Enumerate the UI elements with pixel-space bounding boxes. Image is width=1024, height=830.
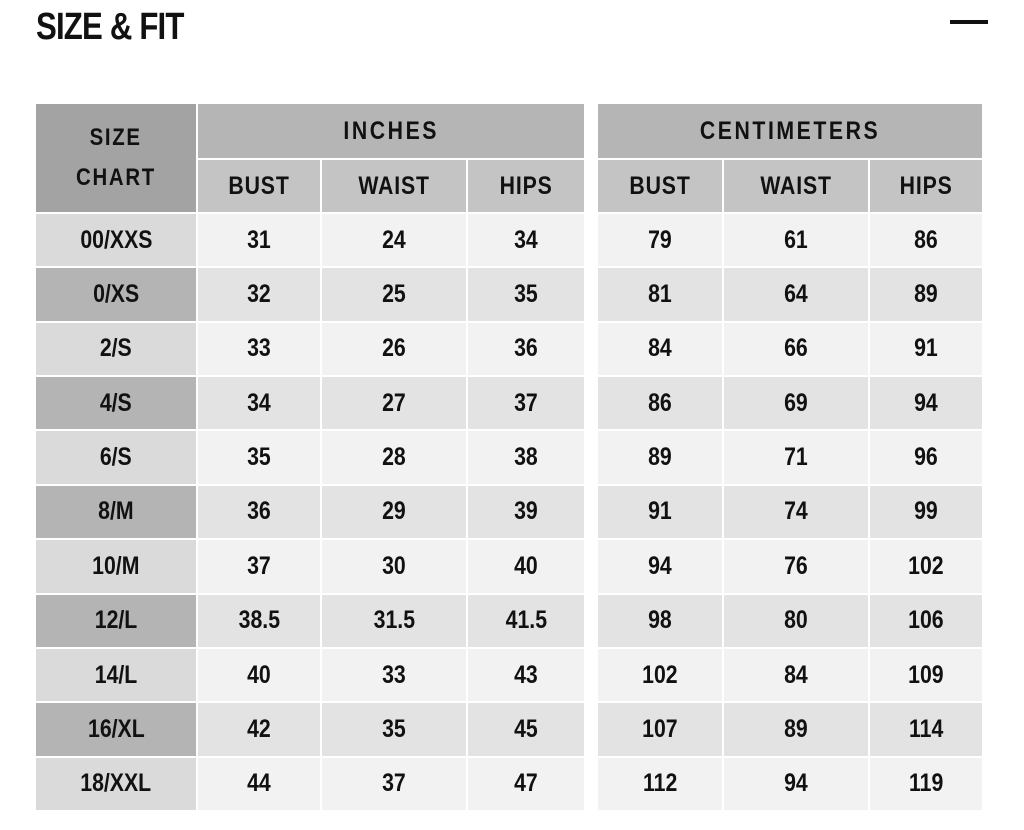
inches-waist-cell: [322, 214, 468, 268]
size-label-cell: [36, 595, 198, 649]
cell-value: 86: [648, 388, 672, 417]
column-gap: [586, 540, 598, 594]
column-gap: [586, 104, 598, 214]
column-gap: [586, 758, 598, 812]
cell-value: 18/XXL: [80, 769, 152, 798]
size-label-cell: [36, 486, 198, 540]
size-label-cell: [36, 323, 198, 377]
cell-value: 2/S: [100, 334, 132, 363]
cm-hips-cell: [870, 377, 984, 431]
cell-value: 79: [648, 225, 672, 254]
inches-waist-cell: [322, 649, 468, 703]
column-gap: [586, 649, 598, 703]
cell-value: 30: [382, 551, 406, 580]
cm-hips-cell: [870, 758, 984, 812]
cell-value: 66: [784, 334, 808, 363]
cell-value: 47: [514, 769, 538, 798]
cm-waist-cell: [724, 540, 870, 594]
cm-bust-cell: [598, 649, 724, 703]
cell-value: 34: [247, 388, 271, 417]
cm-waist-header: [724, 160, 870, 214]
size-label-cell: [36, 431, 198, 485]
cell-value: 102: [908, 551, 944, 580]
cm-waist-cell: [724, 323, 870, 377]
cell-value: 0/XS: [92, 280, 140, 309]
cm-hips-cell: [870, 214, 984, 268]
inches-bust-cell: [198, 540, 322, 594]
cm-waist-cell: [724, 703, 870, 757]
cell-value: 99: [914, 497, 938, 526]
column-gap: [586, 703, 598, 757]
inches-hips-header: [468, 160, 586, 214]
size-label-cell: [36, 703, 198, 757]
inches-waist-cell: [322, 268, 468, 322]
cell-value: 10/M: [92, 551, 140, 580]
size-chart-table: [36, 104, 988, 812]
inches-hips-cell: [468, 540, 586, 594]
cell-value: 61: [784, 225, 808, 254]
size-chart-header: [36, 104, 198, 214]
cell-value: 89: [784, 714, 808, 743]
cm-bust-cell: [598, 214, 724, 268]
inches-bust-cell: [198, 649, 322, 703]
header-label: BUST: [228, 171, 290, 200]
inches-hips-cell: [468, 323, 586, 377]
cm-hips-header: [870, 160, 984, 214]
cell-value: 89: [914, 280, 938, 309]
inches-hips-cell: [468, 703, 586, 757]
inches-waist-cell: [322, 431, 468, 485]
size-label-cell: [36, 268, 198, 322]
inches-waist-cell: [322, 758, 468, 812]
cell-value: 94: [914, 388, 938, 417]
cell-value: 119: [908, 769, 944, 798]
page-title: SIZE & FIT: [36, 6, 184, 48]
cm-waist-cell: [724, 214, 870, 268]
cell-value: 37: [514, 388, 538, 417]
cell-value: 102: [642, 660, 678, 689]
cell-value: 31: [247, 225, 271, 254]
cell-value: 91: [914, 334, 938, 363]
cell-value: 36: [247, 497, 271, 526]
cell-value: 00/XXS: [79, 225, 153, 254]
cell-value: 41.5: [505, 606, 547, 635]
cell-value: 14/L: [94, 660, 138, 689]
cm-hips-cell: [870, 268, 984, 322]
cm-waist-cell: [724, 486, 870, 540]
inches-bust-cell: [198, 214, 322, 268]
cell-value: 40: [247, 660, 271, 689]
cm-waist-cell: [724, 377, 870, 431]
cell-value: 4/S: [100, 388, 132, 417]
cell-value: 36: [514, 334, 538, 363]
cell-value: 114: [908, 714, 944, 743]
inches-waist-header: [322, 160, 468, 214]
header-label: WAIST: [760, 171, 832, 200]
inches-bust-cell: [198, 268, 322, 322]
inches-bust-cell: [198, 377, 322, 431]
cm-hips-cell: [870, 703, 984, 757]
cm-bust-cell: [598, 486, 724, 540]
inches-hips-cell: [468, 758, 586, 812]
centimeters-group-header: [598, 104, 984, 160]
cell-value: 12/L: [94, 606, 138, 635]
inches-waist-cell: [322, 540, 468, 594]
cell-value: 26: [382, 334, 406, 363]
cell-value: 81: [648, 280, 672, 309]
header-label: BUST: [629, 171, 691, 200]
cell-value: 91: [648, 497, 672, 526]
cell-value: 94: [784, 769, 808, 798]
cell-value: 35: [247, 443, 271, 472]
cell-value: 98: [648, 606, 672, 635]
inches-bust-cell: [198, 595, 322, 649]
size-label-cell: [36, 377, 198, 431]
inches-hips-cell: [468, 486, 586, 540]
cell-value: 96: [914, 443, 938, 472]
inches-bust-cell: [198, 431, 322, 485]
inches-waist-cell: [322, 595, 468, 649]
cell-value: 89: [648, 443, 672, 472]
inches-waist-cell: [322, 323, 468, 377]
cell-value: 6/S: [100, 443, 132, 472]
cell-value: 29: [382, 497, 406, 526]
cm-waist-cell: [724, 595, 870, 649]
cell-value: 94: [648, 551, 672, 580]
cm-bust-cell: [598, 431, 724, 485]
inches-bust-cell: [198, 323, 322, 377]
cm-bust-cell: [598, 540, 724, 594]
centimeters-group-label: CENTIMETERS: [699, 116, 881, 145]
inches-hips-cell: [468, 595, 586, 649]
cm-waist-cell: [724, 431, 870, 485]
cell-value: 109: [908, 660, 944, 689]
inches-bust-cell: [198, 758, 322, 812]
cell-value: 8/M: [98, 497, 134, 526]
size-chart-header-line1: SIZE: [89, 124, 143, 151]
column-gap: [586, 377, 598, 431]
cm-bust-cell: [598, 703, 724, 757]
inches-hips-cell: [468, 431, 586, 485]
cell-value: 35: [514, 280, 538, 309]
cell-value: 69: [784, 388, 808, 417]
inches-group-header: [198, 104, 586, 160]
cm-hips-cell: [870, 486, 984, 540]
inches-group-label: INCHES: [343, 116, 439, 145]
cm-bust-cell: [598, 758, 724, 812]
column-gap: [586, 268, 598, 322]
cell-value: 86: [914, 225, 938, 254]
inches-bust-cell: [198, 703, 322, 757]
cell-value: 45: [514, 714, 538, 743]
cm-waist-cell: [724, 649, 870, 703]
cell-value: 74: [784, 497, 808, 526]
cm-waist-cell: [724, 758, 870, 812]
cell-value: 42: [247, 714, 271, 743]
cell-value: 37: [247, 551, 271, 580]
column-gap: [586, 323, 598, 377]
inches-waist-cell: [322, 377, 468, 431]
cm-bust-header: [598, 160, 724, 214]
cm-bust-cell: [598, 268, 724, 322]
header-label: WAIST: [358, 171, 430, 200]
cell-value: 28: [382, 443, 406, 472]
cm-bust-cell: [598, 377, 724, 431]
cell-value: 16/XL: [87, 714, 145, 743]
inches-bust-header: [198, 160, 322, 214]
cell-value: 32: [247, 280, 271, 309]
cell-value: 24: [382, 225, 406, 254]
inches-hips-cell: [468, 214, 586, 268]
cm-hips-cell: [870, 649, 984, 703]
cm-bust-cell: [598, 595, 724, 649]
cell-value: 76: [784, 551, 808, 580]
inches-waist-cell: [322, 703, 468, 757]
cell-value: 40: [514, 551, 538, 580]
inches-bust-cell: [198, 486, 322, 540]
size-chart-header-line2: CHART: [76, 164, 156, 191]
header-label: HIPS: [499, 171, 553, 200]
cell-value: 35: [382, 714, 406, 743]
inches-hips-cell: [468, 377, 586, 431]
cm-waist-cell: [724, 268, 870, 322]
cell-value: 107: [642, 714, 678, 743]
cm-hips-cell: [870, 431, 984, 485]
cell-value: 34: [514, 225, 538, 254]
cell-value: 39: [514, 497, 538, 526]
cell-value: 84: [648, 334, 672, 363]
cell-value: 112: [642, 769, 678, 798]
cell-value: 64: [784, 280, 808, 309]
cell-value: 84: [784, 660, 808, 689]
cell-value: 37: [382, 769, 406, 798]
cell-value: 44: [247, 769, 271, 798]
cell-value: 38.5: [238, 606, 280, 635]
cell-value: 38: [514, 443, 538, 472]
cell-value: 80: [784, 606, 808, 635]
inches-waist-cell: [322, 486, 468, 540]
column-gap: [586, 595, 598, 649]
column-gap: [586, 431, 598, 485]
inches-hips-cell: [468, 649, 586, 703]
size-label-cell: [36, 540, 198, 594]
column-gap: [586, 486, 598, 540]
cm-hips-cell: [870, 323, 984, 377]
column-gap: [586, 214, 598, 268]
size-label-cell: [36, 758, 198, 812]
cell-value: 71: [784, 443, 808, 472]
cm-hips-cell: [870, 540, 984, 594]
cell-value: 27: [382, 388, 406, 417]
cell-value: 33: [247, 334, 271, 363]
minus-icon[interactable]: [950, 20, 988, 24]
inches-hips-cell: [468, 268, 586, 322]
size-label-cell: [36, 649, 198, 703]
size-label-cell: [36, 214, 198, 268]
cell-value: 25: [382, 280, 406, 309]
header-label: HIPS: [899, 171, 953, 200]
cell-value: 33: [382, 660, 406, 689]
cm-bust-cell: [598, 323, 724, 377]
cell-value: 31.5: [373, 606, 415, 635]
cm-hips-cell: [870, 595, 984, 649]
cell-value: 106: [908, 606, 944, 635]
cell-value: 43: [514, 660, 538, 689]
